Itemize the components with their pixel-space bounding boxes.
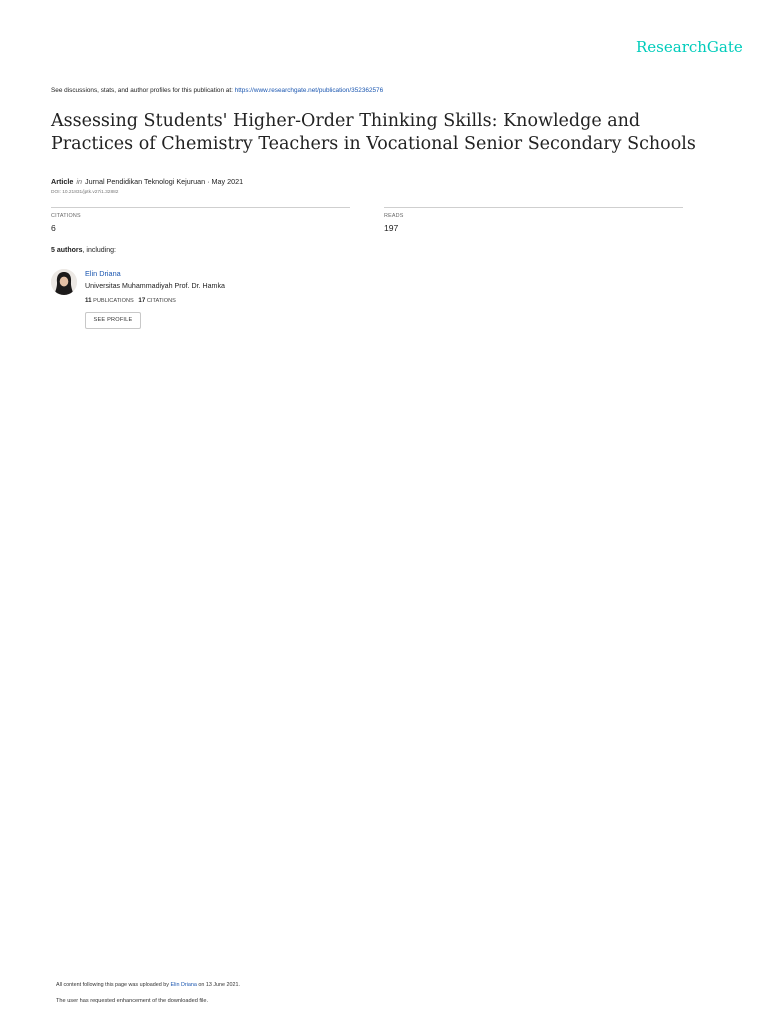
reads-divider — [384, 207, 683, 208]
reads-value: 197 — [384, 223, 399, 233]
author-stats — [85, 297, 176, 304]
article-meta — [51, 177, 243, 186]
journal-name[interactable]: Jurnal Pendidikan Teknologi Kejuruan — [84, 177, 206, 186]
author-avatar[interactable] — [51, 269, 77, 295]
reads-label: READS — [384, 213, 404, 219]
authors-suffix: , including: — [82, 247, 116, 254]
date-separator: · — [205, 177, 212, 186]
publication-title: Assessing Students' Higher-Order Thinking Skills: Knowledge and Practices of Chemistry Teachers in Vocational Senior Secondary Schools — [51, 111, 696, 154]
authors-summary — [51, 247, 116, 254]
author-publications-label: PUBLICATIONS — [93, 298, 134, 304]
authors-count: 5 authors — [51, 247, 83, 254]
author-citations-label: CITATIONS — [146, 298, 176, 304]
upload-note — [56, 982, 240, 988]
doi[interactable]: DOI: 10.21831/jptk.v27i1.32882 — [51, 190, 119, 195]
citations-divider — [51, 207, 350, 208]
in-label: in — [76, 177, 82, 186]
publication-date: May 2021 — [211, 177, 244, 186]
upload-prefix: All content following this page was uploaded by — [56, 982, 171, 988]
citations-value: 6 — [51, 223, 56, 233]
publication-url-link[interactable]: https://www.researchgate.net/publication/352362576 — [234, 87, 384, 94]
discussion-line — [51, 87, 383, 94]
author-name-link[interactable]: Elin Driana — [85, 269, 121, 278]
uploader-link[interactable]: Elin Driana — [170, 982, 197, 988]
enhancement-note: The user has requested enhancement of the downloaded file. — [56, 998, 209, 1004]
author-affiliation: Universitas Muhammadiyah Prof. Dr. Hamka — [85, 282, 225, 290]
author-photo-icon — [51, 269, 77, 295]
author-publications-count: 11 — [85, 297, 92, 304]
researchgate-logo[interactable]: ResearchGate — [636, 38, 743, 56]
article-type: Article — [51, 177, 74, 186]
citations-label: CITATIONS — [51, 213, 81, 219]
upload-suffix: on 13 June 2021. — [196, 982, 241, 988]
discussion-prefix: See discussions, stats, and author profiles for this publication at: — [51, 87, 235, 94]
author-citations-count: 17 — [138, 297, 146, 304]
see-profile-button[interactable]: SEE PROFILE — [85, 312, 141, 329]
